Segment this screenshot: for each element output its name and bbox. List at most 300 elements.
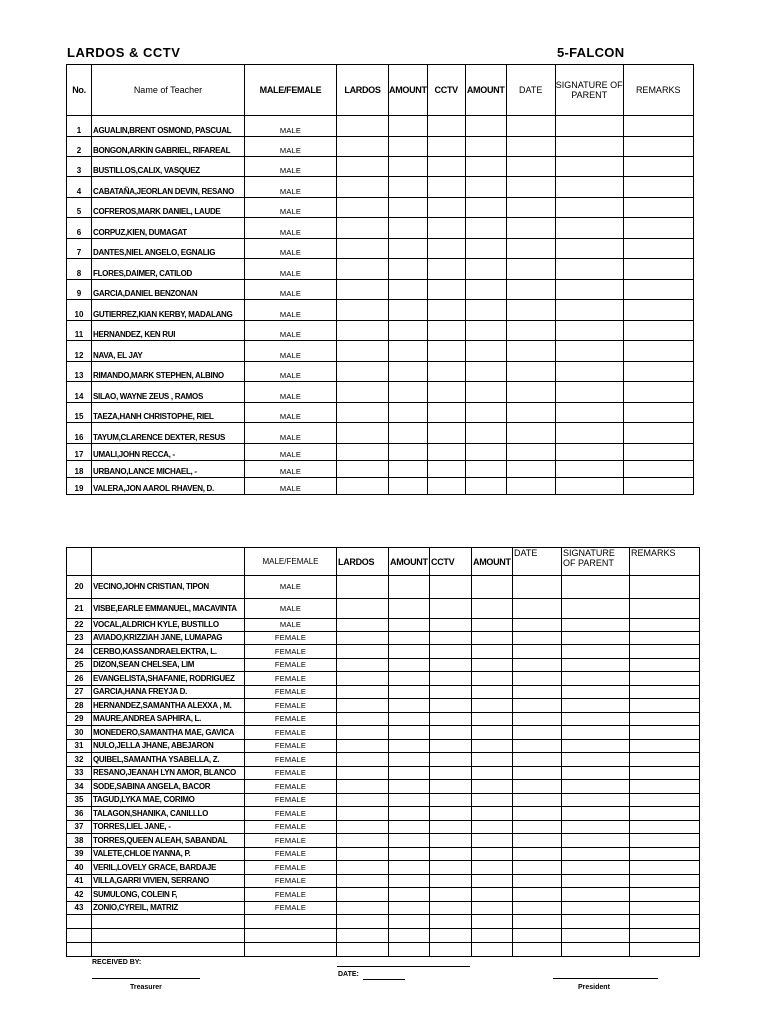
blank-cell[interactable] <box>562 929 630 943</box>
amount-cell[interactable] <box>389 362 428 382</box>
amount-cell[interactable] <box>389 686 430 699</box>
date-cell[interactable] <box>513 807 562 821</box>
signature-cell[interactable] <box>562 834 630 848</box>
remarks-cell[interactable] <box>630 780 700 794</box>
amount2-cell[interactable] <box>465 321 506 341</box>
amount-cell[interactable] <box>389 861 430 875</box>
blank-cell[interactable] <box>472 929 513 943</box>
lardos-cell[interactable] <box>337 362 389 382</box>
amount-cell[interactable] <box>389 645 430 659</box>
amount-cell[interactable] <box>389 341 428 362</box>
blank-cell[interactable] <box>67 929 92 943</box>
remarks-cell[interactable] <box>623 461 693 478</box>
remarks-cell[interactable] <box>623 300 693 321</box>
cctv-cell[interactable] <box>430 753 472 767</box>
amount-cell[interactable] <box>389 726 430 740</box>
amount2-cell[interactable] <box>465 461 506 478</box>
date-cell[interactable] <box>506 259 555 280</box>
lardos-cell[interactable] <box>337 218 389 239</box>
cctv-cell[interactable] <box>430 576 472 599</box>
signature-cell[interactable] <box>562 875 630 888</box>
amount-cell[interactable] <box>389 382 428 403</box>
cctv-cell[interactable] <box>427 116 465 137</box>
signature-cell[interactable] <box>562 659 630 672</box>
signature-cell[interactable] <box>562 821 630 834</box>
amount2-cell[interactable] <box>465 362 506 382</box>
lardos-cell[interactable] <box>337 619 389 632</box>
amount-cell[interactable] <box>389 444 428 461</box>
remarks-cell[interactable] <box>623 341 693 362</box>
lardos-cell[interactable] <box>337 753 389 767</box>
date-cell[interactable] <box>513 576 562 599</box>
amount-cell[interactable] <box>389 321 428 341</box>
amount2-cell[interactable] <box>472 686 513 699</box>
date-cell[interactable] <box>506 198 555 218</box>
lardos-cell[interactable] <box>337 780 389 794</box>
amount2-cell[interactable] <box>472 672 513 686</box>
remarks-cell[interactable] <box>630 834 700 848</box>
amount2-cell[interactable] <box>472 821 513 834</box>
signature-cell[interactable] <box>562 599 630 619</box>
amount-cell[interactable] <box>389 834 430 848</box>
remarks-cell[interactable] <box>630 821 700 834</box>
blank-cell[interactable] <box>513 943 562 957</box>
amount-cell[interactable] <box>389 713 430 726</box>
signature-cell[interactable] <box>562 726 630 740</box>
signature-cell[interactable] <box>562 767 630 780</box>
date-cell[interactable] <box>513 713 562 726</box>
amount-cell[interactable] <box>389 699 430 713</box>
amount2-cell[interactable] <box>465 198 506 218</box>
amount2-cell[interactable] <box>472 599 513 619</box>
amount2-cell[interactable] <box>465 157 506 177</box>
blank-cell[interactable] <box>513 915 562 929</box>
signature-cell[interactable] <box>562 807 630 821</box>
blank-cell[interactable] <box>389 943 430 957</box>
lardos-cell[interactable] <box>337 672 389 686</box>
remarks-cell[interactable] <box>630 807 700 821</box>
cctv-cell[interactable] <box>430 645 472 659</box>
date-cell[interactable] <box>513 834 562 848</box>
cctv-cell[interactable] <box>427 403 465 423</box>
amount2-cell[interactable] <box>465 403 506 423</box>
signature-cell[interactable] <box>562 686 630 699</box>
signature-cell[interactable] <box>555 321 623 341</box>
cctv-cell[interactable] <box>430 740 472 753</box>
lardos-cell[interactable] <box>337 767 389 780</box>
remarks-cell[interactable] <box>630 659 700 672</box>
date-cell[interactable] <box>513 861 562 875</box>
amount-cell[interactable] <box>389 599 430 619</box>
remarks-cell[interactable] <box>630 686 700 699</box>
blank-cell[interactable] <box>92 915 245 929</box>
amount2-cell[interactable] <box>472 807 513 821</box>
amount-cell[interactable] <box>389 576 430 599</box>
amount-cell[interactable] <box>389 848 430 861</box>
lardos-cell[interactable] <box>337 599 389 619</box>
remarks-cell[interactable] <box>623 444 693 461</box>
date-cell[interactable] <box>506 461 555 478</box>
cctv-cell[interactable] <box>427 218 465 239</box>
signature-cell[interactable] <box>562 848 630 861</box>
remarks-cell[interactable] <box>630 861 700 875</box>
signature-cell[interactable] <box>555 403 623 423</box>
lardos-cell[interactable] <box>337 686 389 699</box>
cctv-cell[interactable] <box>430 599 472 619</box>
amount-cell[interactable] <box>389 157 428 177</box>
amount2-cell[interactable] <box>472 659 513 672</box>
date-cell[interactable] <box>506 116 555 137</box>
signature-cell[interactable] <box>555 259 623 280</box>
amount2-cell[interactable] <box>472 753 513 767</box>
lardos-cell[interactable] <box>337 902 389 915</box>
blank-cell[interactable] <box>430 943 472 957</box>
lardos-cell[interactable] <box>337 659 389 672</box>
blank-cell[interactable] <box>472 915 513 929</box>
remarks-cell[interactable] <box>630 632 700 645</box>
date-cell[interactable] <box>513 794 562 807</box>
signature-cell[interactable] <box>562 902 630 915</box>
cctv-cell[interactable] <box>430 821 472 834</box>
remarks-cell[interactable] <box>623 239 693 259</box>
remarks-cell[interactable] <box>630 599 700 619</box>
amount-cell[interactable] <box>389 807 430 821</box>
cctv-cell[interactable] <box>430 686 472 699</box>
remarks-cell[interactable] <box>630 753 700 767</box>
cctv-cell[interactable] <box>430 619 472 632</box>
amount-cell[interactable] <box>389 767 430 780</box>
cctv-cell[interactable] <box>427 382 465 403</box>
date-cell[interactable] <box>513 686 562 699</box>
remarks-cell[interactable] <box>623 177 693 198</box>
blank-cell[interactable] <box>630 943 700 957</box>
amount-cell[interactable] <box>389 198 428 218</box>
signature-cell[interactable] <box>555 157 623 177</box>
date-cell[interactable] <box>513 632 562 645</box>
date-cell[interactable] <box>506 239 555 259</box>
remarks-cell[interactable] <box>630 888 700 902</box>
cctv-cell[interactable] <box>430 699 472 713</box>
remarks-cell[interactable] <box>623 423 693 444</box>
amount-cell[interactable] <box>389 875 430 888</box>
signature-cell[interactable] <box>562 861 630 875</box>
signature-cell[interactable] <box>562 632 630 645</box>
cctv-cell[interactable] <box>430 659 472 672</box>
amount2-cell[interactable] <box>472 875 513 888</box>
amount-cell[interactable] <box>389 672 430 686</box>
remarks-cell[interactable] <box>630 672 700 686</box>
cctv-cell[interactable] <box>430 807 472 821</box>
signature-cell[interactable] <box>562 794 630 807</box>
signature-cell[interactable] <box>562 888 630 902</box>
amount-cell[interactable] <box>389 300 428 321</box>
date-cell[interactable] <box>513 726 562 740</box>
remarks-cell[interactable] <box>630 726 700 740</box>
lardos-cell[interactable] <box>337 177 389 198</box>
cctv-cell[interactable] <box>427 157 465 177</box>
amount2-cell[interactable] <box>472 726 513 740</box>
blank-cell[interactable] <box>245 929 337 943</box>
cctv-cell[interactable] <box>430 848 472 861</box>
cctv-cell[interactable] <box>430 632 472 645</box>
remarks-cell[interactable] <box>630 848 700 861</box>
cctv-cell[interactable] <box>427 239 465 259</box>
date-cell[interactable] <box>513 645 562 659</box>
cctv-cell[interactable] <box>427 137 465 157</box>
lardos-cell[interactable] <box>337 157 389 177</box>
remarks-cell[interactable] <box>623 382 693 403</box>
date-cell[interactable] <box>513 821 562 834</box>
blank-cell[interactable] <box>562 915 630 929</box>
remarks-cell[interactable] <box>623 403 693 423</box>
remarks-cell[interactable] <box>630 576 700 599</box>
date-cell[interactable] <box>506 362 555 382</box>
amount2-cell[interactable] <box>465 423 506 444</box>
signature-cell[interactable] <box>562 645 630 659</box>
remarks-cell[interactable] <box>623 321 693 341</box>
amount2-cell[interactable] <box>472 632 513 645</box>
date-cell[interactable] <box>506 382 555 403</box>
cctv-cell[interactable] <box>427 362 465 382</box>
date-cell[interactable] <box>513 780 562 794</box>
cctv-cell[interactable] <box>430 767 472 780</box>
amount-cell[interactable] <box>389 753 430 767</box>
amount2-cell[interactable] <box>472 767 513 780</box>
lardos-cell[interactable] <box>337 861 389 875</box>
amount2-cell[interactable] <box>472 619 513 632</box>
amount-cell[interactable] <box>389 461 428 478</box>
date-cell[interactable] <box>506 300 555 321</box>
amount-cell[interactable] <box>389 177 428 198</box>
signature-cell[interactable] <box>562 780 630 794</box>
blank-cell[interactable] <box>630 929 700 943</box>
date-cell[interactable] <box>506 478 555 495</box>
amount-cell[interactable] <box>389 478 428 495</box>
cctv-cell[interactable] <box>430 888 472 902</box>
blank-cell[interactable] <box>337 943 389 957</box>
amount-cell[interactable] <box>389 794 430 807</box>
blank-cell[interactable] <box>430 915 472 929</box>
amount-cell[interactable] <box>389 740 430 753</box>
cctv-cell[interactable] <box>427 321 465 341</box>
amount2-cell[interactable] <box>472 576 513 599</box>
date-cell[interactable] <box>513 767 562 780</box>
remarks-cell[interactable] <box>630 713 700 726</box>
blank-cell[interactable] <box>630 915 700 929</box>
blank-cell[interactable] <box>67 915 92 929</box>
amount2-cell[interactable] <box>472 699 513 713</box>
lardos-cell[interactable] <box>337 300 389 321</box>
date-cell[interactable] <box>513 740 562 753</box>
signature-cell[interactable] <box>555 280 623 300</box>
lardos-cell[interactable] <box>337 794 389 807</box>
date-cell[interactable] <box>513 753 562 767</box>
amount-cell[interactable] <box>389 659 430 672</box>
lardos-cell[interactable] <box>337 444 389 461</box>
signature-cell[interactable] <box>562 713 630 726</box>
date-cell[interactable] <box>513 848 562 861</box>
signature-cell[interactable] <box>555 116 623 137</box>
signature-cell[interactable] <box>562 699 630 713</box>
cctv-cell[interactable] <box>427 259 465 280</box>
blank-cell[interactable] <box>389 929 430 943</box>
remarks-cell[interactable] <box>630 794 700 807</box>
lardos-cell[interactable] <box>337 848 389 861</box>
amount2-cell[interactable] <box>465 259 506 280</box>
amount2-cell[interactable] <box>465 341 506 362</box>
cctv-cell[interactable] <box>427 198 465 218</box>
amount2-cell[interactable] <box>472 780 513 794</box>
remarks-cell[interactable] <box>623 362 693 382</box>
remarks-cell[interactable] <box>630 740 700 753</box>
remarks-cell[interactable] <box>623 116 693 137</box>
signature-cell[interactable] <box>555 461 623 478</box>
date-cell[interactable] <box>513 659 562 672</box>
signature-cell[interactable] <box>555 137 623 157</box>
amount-cell[interactable] <box>389 259 428 280</box>
lardos-cell[interactable] <box>337 198 389 218</box>
lardos-cell[interactable] <box>337 632 389 645</box>
amount-cell[interactable] <box>389 902 430 915</box>
remarks-cell[interactable] <box>623 198 693 218</box>
date-cell[interactable] <box>506 137 555 157</box>
date-cell[interactable] <box>513 699 562 713</box>
date-cell[interactable] <box>513 875 562 888</box>
blank-cell[interactable] <box>562 943 630 957</box>
date-cell[interactable] <box>506 403 555 423</box>
signature-cell[interactable] <box>555 423 623 444</box>
date-cell[interactable] <box>513 888 562 902</box>
signature-cell[interactable] <box>562 740 630 753</box>
remarks-cell[interactable] <box>623 218 693 239</box>
cctv-cell[interactable] <box>430 713 472 726</box>
lardos-cell[interactable] <box>337 699 389 713</box>
amount2-cell[interactable] <box>465 444 506 461</box>
amount2-cell[interactable] <box>465 218 506 239</box>
signature-cell[interactable] <box>562 576 630 599</box>
lardos-cell[interactable] <box>337 478 389 495</box>
lardos-cell[interactable] <box>337 403 389 423</box>
amount2-cell[interactable] <box>472 794 513 807</box>
lardos-cell[interactable] <box>337 875 389 888</box>
remarks-cell[interactable] <box>623 137 693 157</box>
date-cell[interactable] <box>506 341 555 362</box>
amount2-cell[interactable] <box>472 848 513 861</box>
signature-cell[interactable] <box>562 753 630 767</box>
signature-cell[interactable] <box>555 444 623 461</box>
amount-cell[interactable] <box>389 619 430 632</box>
amount2-cell[interactable] <box>472 740 513 753</box>
amount2-cell[interactable] <box>472 713 513 726</box>
remarks-cell[interactable] <box>623 157 693 177</box>
remarks-cell[interactable] <box>623 478 693 495</box>
amount-cell[interactable] <box>389 821 430 834</box>
amount-cell[interactable] <box>389 218 428 239</box>
cctv-cell[interactable] <box>430 794 472 807</box>
blank-cell[interactable] <box>245 915 337 929</box>
amount2-cell[interactable] <box>465 382 506 403</box>
cctv-cell[interactable] <box>430 780 472 794</box>
amount2-cell[interactable] <box>472 645 513 659</box>
signature-cell[interactable] <box>555 382 623 403</box>
signature-cell[interactable] <box>555 218 623 239</box>
remarks-cell[interactable] <box>623 259 693 280</box>
lardos-cell[interactable] <box>337 713 389 726</box>
cctv-cell[interactable] <box>427 461 465 478</box>
blank-cell[interactable] <box>67 943 92 957</box>
lardos-cell[interactable] <box>337 645 389 659</box>
lardos-cell[interactable] <box>337 116 389 137</box>
date-cell[interactable] <box>506 218 555 239</box>
signature-cell[interactable] <box>555 177 623 198</box>
lardos-cell[interactable] <box>337 382 389 403</box>
signature-cell[interactable] <box>555 198 623 218</box>
amount-cell[interactable] <box>389 116 428 137</box>
blank-cell[interactable] <box>513 929 562 943</box>
lardos-cell[interactable] <box>337 321 389 341</box>
lardos-cell[interactable] <box>337 821 389 834</box>
date-cell[interactable] <box>506 321 555 341</box>
blank-cell[interactable] <box>430 929 472 943</box>
lardos-cell[interactable] <box>337 239 389 259</box>
cctv-cell[interactable] <box>430 726 472 740</box>
remarks-cell[interactable] <box>623 280 693 300</box>
date-cell[interactable] <box>506 157 555 177</box>
cctv-cell[interactable] <box>427 177 465 198</box>
date-cell[interactable] <box>513 599 562 619</box>
blank-cell[interactable] <box>389 915 430 929</box>
cctv-cell[interactable] <box>427 341 465 362</box>
cctv-cell[interactable] <box>430 875 472 888</box>
cctv-cell[interactable] <box>427 280 465 300</box>
blank-cell[interactable] <box>92 929 245 943</box>
amount-cell[interactable] <box>389 423 428 444</box>
cctv-cell[interactable] <box>430 902 472 915</box>
amount2-cell[interactable] <box>465 177 506 198</box>
date-cell[interactable] <box>513 902 562 915</box>
cctv-cell[interactable] <box>430 861 472 875</box>
blank-cell[interactable] <box>337 915 389 929</box>
amount2-cell[interactable] <box>465 137 506 157</box>
signature-cell[interactable] <box>555 362 623 382</box>
cctv-cell[interactable] <box>430 834 472 848</box>
amount2-cell[interactable] <box>465 239 506 259</box>
signature-cell[interactable] <box>555 341 623 362</box>
remarks-cell[interactable] <box>630 767 700 780</box>
date-cell[interactable] <box>506 177 555 198</box>
date-cell[interactable] <box>513 672 562 686</box>
lardos-cell[interactable] <box>337 280 389 300</box>
cctv-cell[interactable] <box>427 444 465 461</box>
amount2-cell[interactable] <box>465 116 506 137</box>
amount2-cell[interactable] <box>472 861 513 875</box>
remarks-cell[interactable] <box>630 902 700 915</box>
blank-cell[interactable] <box>472 943 513 957</box>
date-cell[interactable] <box>506 423 555 444</box>
blank-cell[interactable] <box>245 943 337 957</box>
cctv-cell[interactable] <box>427 478 465 495</box>
cctv-cell[interactable] <box>427 300 465 321</box>
remarks-cell[interactable] <box>630 619 700 632</box>
signature-cell[interactable] <box>555 239 623 259</box>
lardos-cell[interactable] <box>337 341 389 362</box>
cctv-cell[interactable] <box>430 672 472 686</box>
lardos-cell[interactable] <box>337 726 389 740</box>
amount2-cell[interactable] <box>465 300 506 321</box>
date-cell[interactable] <box>506 280 555 300</box>
amount-cell[interactable] <box>389 280 428 300</box>
lardos-cell[interactable] <box>337 576 389 599</box>
